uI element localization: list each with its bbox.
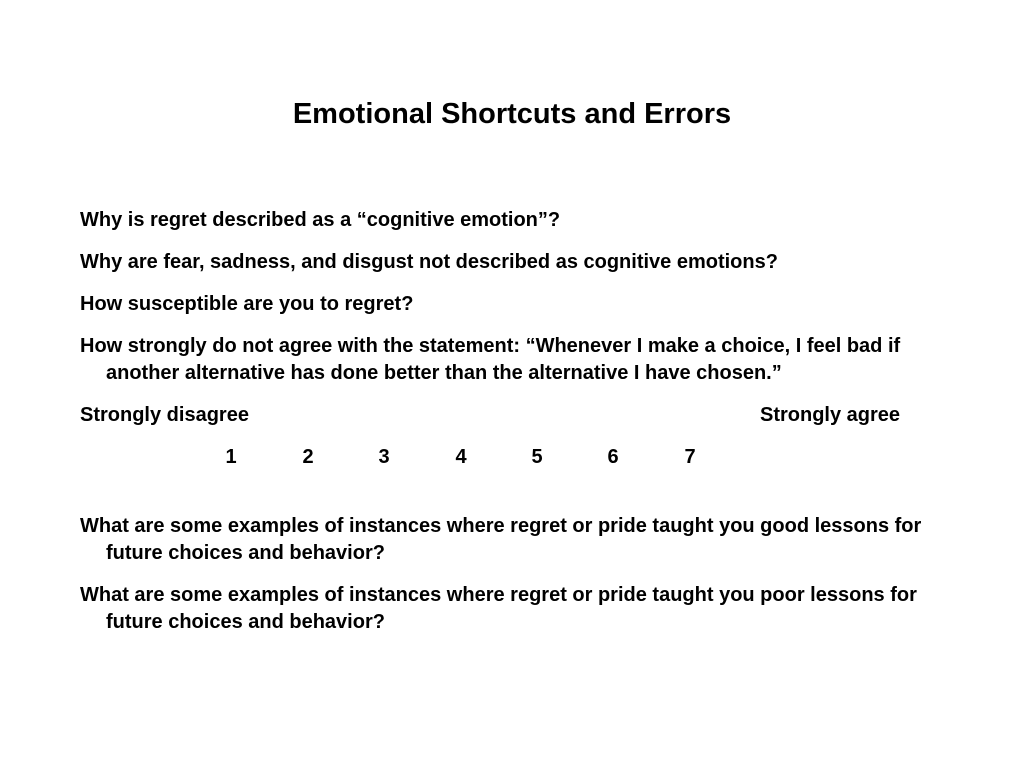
scale-number-5: 5 <box>531 446 543 468</box>
question-good-lessons: What are some examples of instances where regret or pride taught you good lessons for future choices and behavior? <box>80 515 922 564</box>
question-agreement-statement: How strongly do not agree with the statement: “Whenever I make a choice, I feel bad if another alternative has done better than the alternative I have chosen.” <box>80 335 901 384</box>
question-susceptibility: How susceptible are you to regret? <box>80 293 414 315</box>
scale-number-6: 6 <box>607 446 619 468</box>
scale-number-7: 7 <box>684 446 696 468</box>
scale-number-4: 4 <box>455 446 467 468</box>
slide-body <box>80 207 960 651</box>
likert-scale-labels <box>80 402 960 429</box>
question-fear-sadness-disgust: Why are fear, sadness, and disgust not described as cognitive emotions? <box>80 251 778 273</box>
question-poor-lessons: What are some examples of instances where regret or pride taught you poor lessons for future choices and behavior? <box>80 584 917 633</box>
scale-number-3: 3 <box>378 446 390 468</box>
question-regret-cognitive: Why is regret described as a “cognitive emotion”? <box>80 209 561 231</box>
likert-scale-numbers <box>80 444 960 471</box>
scale-number-2: 2 <box>302 446 314 468</box>
slide-title: Emotional Shortcuts and Errors <box>292 98 732 130</box>
scale-number-1: 1 <box>225 446 237 468</box>
scale-label-disagree: Strongly disagree <box>80 404 249 426</box>
scale-label-agree: Strongly agree <box>760 404 901 426</box>
